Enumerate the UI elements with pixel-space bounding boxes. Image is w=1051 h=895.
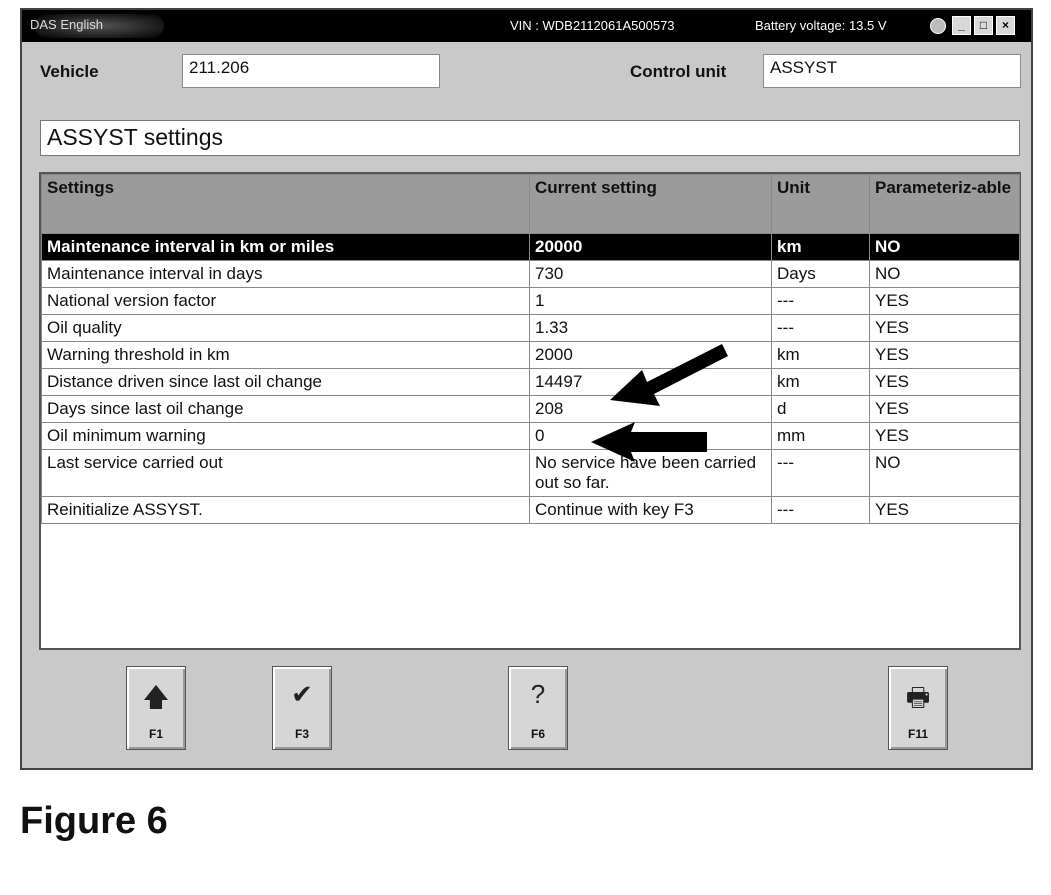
setting-cell: Distance driven since last oil change	[42, 369, 530, 396]
current-setting-cell: No service have been carried out so far.	[530, 450, 772, 497]
parameterizable-cell: YES	[870, 497, 1020, 524]
unit-cell: ---	[772, 288, 870, 315]
arrow-to-days-icon	[587, 420, 717, 465]
control-unit-label: Control unit	[630, 62, 727, 81]
table-row[interactable]	[42, 423, 1020, 450]
current-setting-cell: 0	[530, 423, 772, 450]
unit-cell: d	[772, 396, 870, 423]
unit-cell: km	[772, 369, 870, 396]
f1-key-button[interactable]	[126, 666, 186, 750]
f11-key-label: F11	[907, 727, 928, 741]
up-arrow-icon: 🡅	[142, 682, 170, 712]
table-row[interactable]	[42, 450, 1020, 497]
unit-cell: ---	[772, 315, 870, 342]
unit-cell: ---	[772, 497, 870, 524]
f6-key-button[interactable]	[508, 666, 568, 750]
column-header-parameterizable: Parameteriz-able	[870, 175, 1020, 234]
f1-key-label: F1	[148, 727, 163, 741]
setting-cell: Reinitialize ASSYST.	[42, 497, 530, 524]
table-header-row	[42, 175, 1020, 234]
das-window	[20, 8, 1033, 770]
current-setting-cell: Continue with key F3	[530, 497, 772, 524]
help-icon: ?	[530, 679, 546, 709]
table-row[interactable]	[42, 288, 1020, 315]
parameterizable-cell: YES	[870, 342, 1020, 369]
table-row[interactable]	[42, 342, 1020, 369]
table-row[interactable]	[42, 261, 1020, 288]
current-setting-cell: 2000	[530, 342, 772, 369]
table-row[interactable]	[42, 369, 1020, 396]
vehicle-label: Vehicle	[40, 62, 99, 81]
setting-cell: Oil minimum warning	[42, 423, 530, 450]
setting-cell: National version factor	[42, 288, 530, 315]
table-row[interactable]	[42, 497, 1020, 524]
f11-key-button[interactable]	[888, 666, 948, 750]
minimize-button[interactable]: _	[952, 16, 971, 35]
setting-cell: Maintenance interval in km or miles	[42, 234, 530, 261]
unit-cell: mm	[772, 423, 870, 450]
table-row[interactable]	[42, 234, 1020, 261]
unit-cell: ---	[772, 450, 870, 497]
current-setting-cell: 730	[530, 261, 772, 288]
current-setting-cell: 1	[530, 288, 772, 315]
parameterizable-cell: YES	[870, 315, 1020, 342]
vehicle-field: 211.206	[182, 54, 440, 88]
maximize-button[interactable]: □	[974, 16, 993, 35]
current-setting-cell: 1.33	[530, 315, 772, 342]
title-bar	[22, 10, 1031, 42]
section-title: ASSYST settings	[40, 120, 1020, 156]
parameterizable-cell: NO	[870, 261, 1020, 288]
figure-caption: Figure 6	[20, 800, 168, 842]
parameterizable-cell: NO	[870, 234, 1020, 261]
settings-table	[41, 174, 1020, 524]
setting-cell: Maintenance interval in days	[42, 261, 530, 288]
unit-cell: km	[772, 342, 870, 369]
parameterizable-cell: YES	[870, 423, 1020, 450]
battery-voltage: Battery voltage: 13.5 V	[755, 18, 887, 33]
setting-cell: Last service carried out	[42, 450, 530, 497]
app-title: DAS English	[30, 17, 103, 32]
setting-cell: Days since last oil change	[42, 396, 530, 423]
f6-key-label: F6	[530, 727, 545, 741]
f3-key-button[interactable]	[272, 666, 332, 750]
current-setting-cell: 14497	[530, 369, 772, 396]
column-header-current-setting: Current setting	[530, 175, 772, 234]
parameterizable-cell: YES	[870, 396, 1020, 423]
current-setting-cell: 208	[530, 396, 772, 423]
setting-cell: Oil quality	[42, 315, 530, 342]
control-unit-field: ASSYST	[763, 54, 1021, 88]
parameterizable-cell: NO	[870, 450, 1020, 497]
printer-icon: 🖶	[905, 682, 931, 712]
parameterizable-cell: YES	[870, 288, 1020, 315]
vin-readout: VIN : WDB2112061A500573	[510, 18, 675, 33]
setting-cell: Warning threshold in km	[42, 342, 530, 369]
arrow-to-distance-icon	[602, 340, 742, 410]
table-row[interactable]	[42, 315, 1020, 342]
checkmark-icon: ✔	[291, 679, 313, 709]
table-row[interactable]	[42, 396, 1020, 423]
column-header-settings: Settings	[42, 175, 530, 234]
settings-table-container	[39, 172, 1021, 650]
battery-status-icon	[930, 18, 946, 34]
f3-key-label: F3	[294, 727, 309, 741]
unit-cell: km	[772, 234, 870, 261]
column-header-unit: Unit	[772, 175, 870, 234]
unit-cell: Days	[772, 261, 870, 288]
close-button[interactable]: ×	[996, 16, 1015, 35]
parameterizable-cell: YES	[870, 369, 1020, 396]
current-setting-cell: 20000	[530, 234, 772, 261]
